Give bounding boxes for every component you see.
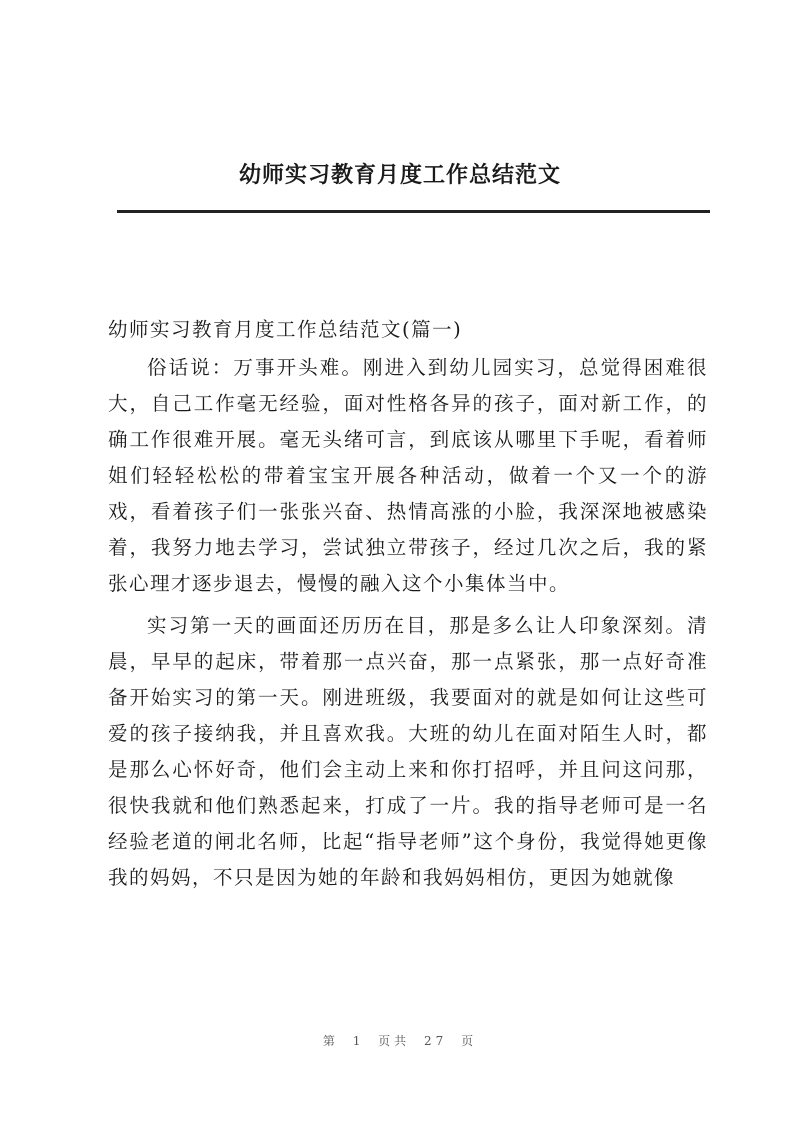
section-subtitle: 幼师实习教育月度工作总结范文(篇一) — [108, 318, 463, 341]
title-divider — [117, 210, 710, 213]
paragraph-2: 实习第一天的画面还历历在目，那是多么让人印象深刻。清晨，早早的起床，带着那一点兴奋，那一点紧张，那一点好奇准备开始实习的第一天。刚进班级，我要面对的就是如何让这些可爱的孩子接纳我，并且喜欢我。大班的幼儿在面对陌生人时，都是那么心怀好奇，他们会主动上来和你打招呼，并且问这问那，很快我就和他们熟悉起来，打成了一片。我的指导老师可是一名经验老道的闸北名师，比起“指导老师”这个身份，我觉得她更像我的妈妈，不只是因为她的年龄和我妈妈相仿，更因为她就像 — [108, 614, 708, 889]
page-title: 幼师实习教育月度工作总结范文 — [238, 162, 561, 188]
document-body — [108, 312, 708, 902]
footer-middle: 页共 — [378, 1034, 411, 1048]
footer-suffix: 页 — [461, 1034, 478, 1048]
footer-page-number: 1 — [352, 1034, 365, 1048]
footer-prefix: 第 — [322, 1034, 339, 1048]
page-footer — [0, 1032, 800, 1049]
footer-total-pages: 27 — [424, 1034, 448, 1048]
paragraph-1: 俗话说：万事开头难。刚进入到幼儿园实习，总觉得困难很大，自己工作毫无经验，面对性格各异的孩子，面对新工作，的确工作很难开展。毫无头绪可言，到底该从哪里下手呢，看着师姐们轻轻松松的带着宝宝开展各种活动，做着一个又一个的游戏，看着孩子们一张张兴奋、热情高涨的小脸，我深深地被感染着，我努力地去学习，尝试独立带孩子，经过几次之后，我的紧张心理才逐步退去，慢慢的融入这个小集体当中。 — [108, 356, 708, 595]
